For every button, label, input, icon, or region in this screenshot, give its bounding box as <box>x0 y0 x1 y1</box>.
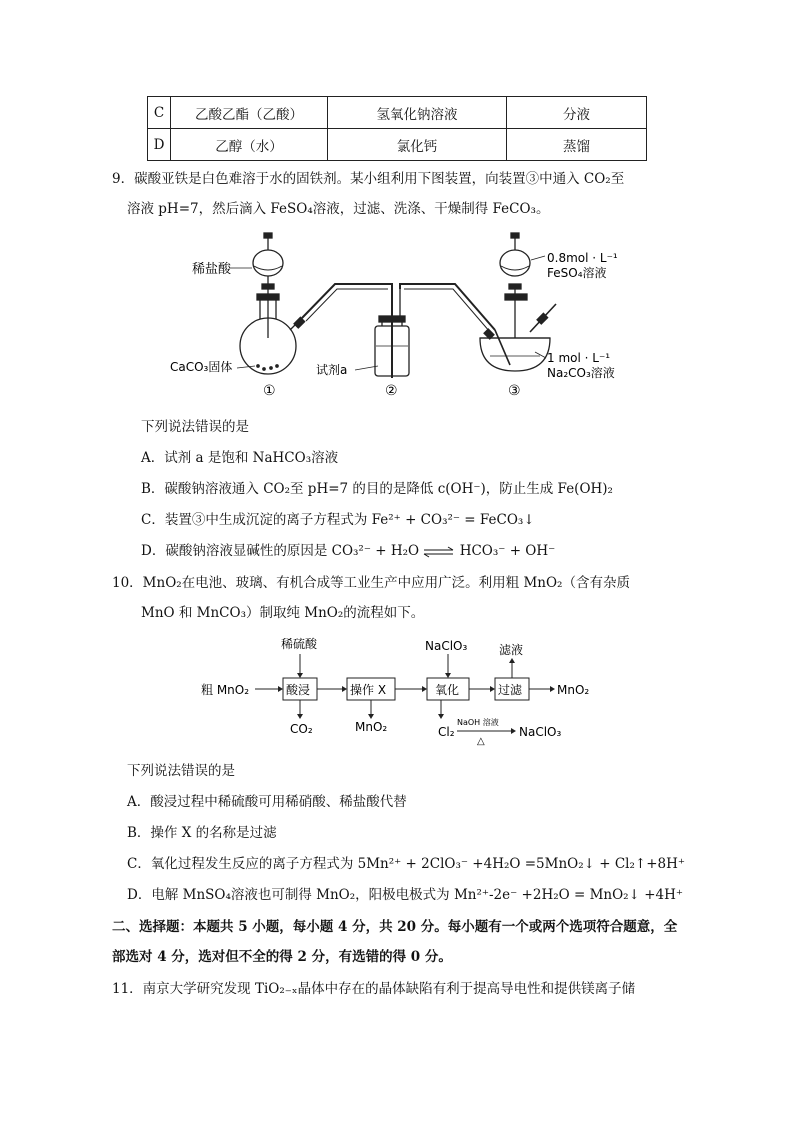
label-caco3: CaCO₃固体 <box>170 360 233 374</box>
label-hcl: 稀盐酸 <box>192 262 232 277</box>
flow-step-oxidation: 氧化 <box>435 683 460 697</box>
flow-step-operation-x: 操作 X <box>350 683 387 697</box>
flow-step-acid-leach: 酸浸 <box>286 683 311 697</box>
label-na2co3-name: Na₂CO₃溶液 <box>547 366 615 380</box>
flow-mno2-out: MnO₂ <box>557 683 590 697</box>
q9-option-c: C．装置③中生成沉淀的离子方程式为 Fe²⁺ + CO₃²⁻ = FeCO₃↓ <box>141 512 535 528</box>
row-reagent: 氢氧化钠溶液 <box>328 97 507 129</box>
q10-option-b: B．操作 X 的名称是过滤 <box>127 825 277 841</box>
q11-stem-line1: 11．南京大学研究发现 TiO₂₋ₓ晶体中存在的晶体缺陷有利于提高导电性和提供镁离子储 <box>112 981 636 997</box>
label-na2co3-conc: 1 mol · L⁻¹ <box>547 351 611 365</box>
q10-stem-line2: MnO 和 MnCO₃）制取纯 MnO₂的流程如下。 <box>141 605 425 621</box>
flow-cl2: Cl₂ <box>438 725 455 739</box>
row-method: 分液 <box>507 97 647 129</box>
label-apparatus-2: ② <box>385 383 398 399</box>
q9-stem-line1: 9．碳酸亚铁是白色难溶于水的固铁剂。某小组利用下图装置，向装置③中通入 CO₂至 <box>112 171 625 187</box>
flow-cond-naoh: NaOH 溶液 <box>457 718 499 727</box>
label-apparatus-3: ③ <box>508 383 521 399</box>
q10-question: 下列说法错误的是 <box>127 763 235 779</box>
q10-stem-line1: 10．MnO₂在电池、玻璃、有机合成等工业生产中应用广泛。利用粗 MnO₂（含有杂质 <box>112 575 630 591</box>
q10-option-d: D．电解 MnSO₄溶液也可制得 MnO₂，阳极电极式为 Mn²⁺-2e⁻ +2H₂O = MnO₂↓ +4H⁺ <box>127 887 683 903</box>
label-feso4-conc: 0.8mol · L⁻¹ <box>547 251 618 265</box>
row-mixture: 乙醇（水） <box>171 129 328 161</box>
section2-heading-line1: 二、选择题：本题共 5 小题，每小题 4 分，共 20 分。每小题有一个或两个选项符合题意，全 <box>112 919 678 935</box>
flow-dilute-h2so4: 稀硫酸 <box>281 637 318 651</box>
row-letter: D <box>148 129 171 161</box>
row-reagent: 氯化钙 <box>328 129 507 161</box>
process-flowchart <box>195 632 615 747</box>
equilibrium-arrow-icon <box>423 546 455 558</box>
q9-option-d-right: HCO₃⁻ + OH⁻ <box>459 543 556 559</box>
row-method: 蒸馏 <box>507 129 647 161</box>
label-feso4-name: FeSO₄溶液 <box>547 266 607 280</box>
q9-stem-line2: 溶液 pH=7，然后滴入 FeSO₄溶液，过滤、洗涤、干燥制得 FeCO₃。 <box>127 201 550 217</box>
q9-option-d <box>141 542 555 560</box>
table-row <box>148 129 647 161</box>
flow-cond-heat: △ <box>477 736 485 747</box>
section2-heading-line2: 部选对 4 分，选对但不全的得 2 分，有选错的得 0 分。 <box>112 949 452 965</box>
label-reagent-a: 试剂a <box>316 363 348 377</box>
flow-naclo3-in: NaClO₃ <box>425 639 468 653</box>
label-apparatus-1: ① <box>263 383 276 399</box>
q9-question: 下列说法错误的是 <box>141 419 249 435</box>
flow-filtrate: 滤液 <box>499 643 524 657</box>
flow-co2: CO₂ <box>290 722 313 736</box>
flow-mno2-mid: MnO₂ <box>355 720 388 734</box>
q10-option-c: C．氧化过程发生反应的离子方程式为 5Mn²⁺ + 2ClO₃⁻ +4H₂O =5MnO₂↓ + Cl₂↑+8H⁺ <box>127 856 686 872</box>
row-mixture: 乙酸乙酯（乙酸） <box>171 97 328 129</box>
q9-option-d-left: D．碳酸钠溶液显碱性的原因是 CO₃²⁻ + H₂O <box>141 543 420 559</box>
options-table <box>147 96 647 161</box>
apparatus-diagram <box>160 228 640 403</box>
q10-option-a: A．酸浸过程中稀硫酸可用稀硝酸、稀盐酸代替 <box>127 794 407 810</box>
flow-step-filtration: 过滤 <box>498 683 523 697</box>
flow-raw-mno2: 粗 MnO₂ <box>201 683 250 697</box>
flow-naclo3-out: NaClO₃ <box>519 725 562 739</box>
row-letter: C <box>148 97 171 129</box>
q9-option-a: A．试剂 a 是饱和 NaHCO₃溶液 <box>141 450 339 466</box>
table-row <box>148 97 647 129</box>
q9-option-b: B．碳酸钠溶液通入 CO₂至 pH=7 的目的是降低 c(OH⁻)，防止生成 Fe(OH)₂ <box>141 481 613 497</box>
